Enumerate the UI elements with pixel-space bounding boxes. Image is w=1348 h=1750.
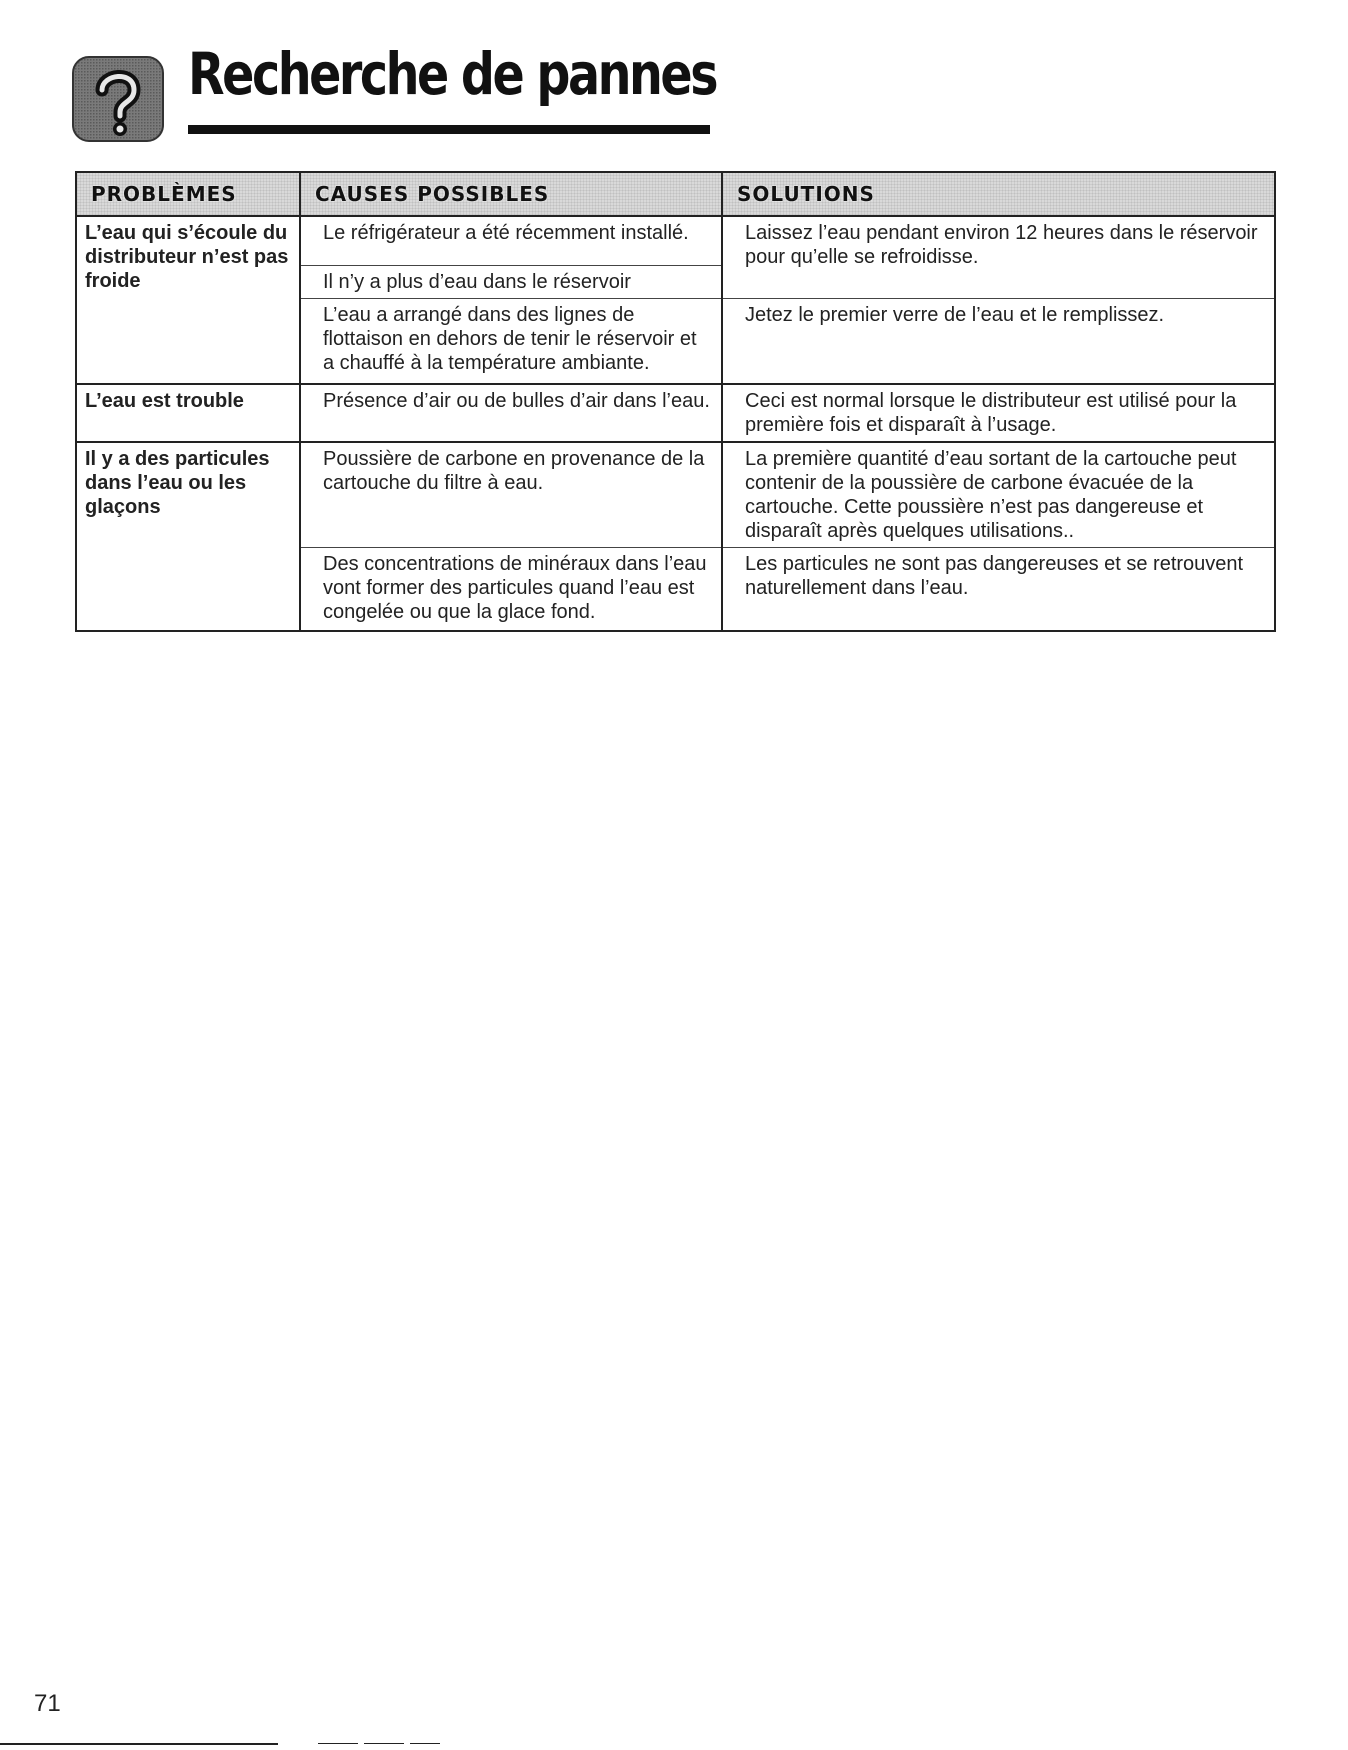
problem-text: L’eau est trouble bbox=[85, 390, 244, 412]
cause-cell: Présence d’air ou de bulles d’air dans l’eau. bbox=[300, 384, 722, 442]
table-row bbox=[76, 442, 1275, 548]
problem-cell bbox=[76, 384, 300, 442]
header-causes: CAUSES POSSIBLES bbox=[300, 172, 722, 216]
cause-cell: Le réfrigérateur a été récemment installé. bbox=[300, 216, 722, 265]
solution-cell: Jetez le premier verre de l’eau et le remplissez. bbox=[722, 298, 1275, 384]
header-solutions: SOLUTIONS bbox=[722, 172, 1275, 216]
title-underline bbox=[188, 125, 710, 134]
table-row bbox=[76, 216, 1275, 265]
troubleshooting-table bbox=[75, 171, 1276, 632]
solution-cell: La première quantité d’eau sortant de la cartouche peut contenir de la poussière de carbone évacuée de la cartouche. Cette poussière n’est pas dangereuse et disparaît après quelques utilisations.. bbox=[722, 442, 1275, 548]
footer-rule bbox=[0, 1743, 278, 1745]
problem-cell bbox=[76, 442, 300, 631]
table-header-row bbox=[76, 172, 1275, 216]
problem-cell bbox=[76, 216, 300, 384]
page-header bbox=[72, 40, 717, 144]
footer-rule bbox=[410, 1743, 440, 1744]
solution-cell: Ceci est normal lorsque le distributeur est utilisé pour la première fois et disparaît à l’usage. bbox=[722, 384, 1275, 442]
cause-cell: Des concentrations de minéraux dans l’eau vont former des particules quand l’eau est congelée ou que la glace fond. bbox=[300, 548, 722, 631]
problem-text: Il y a des particules dans l’eau ou les glaçons bbox=[85, 448, 270, 518]
solution-cell: Les particules ne sont pas dangereuses et se retrouvent naturellement dans l’eau. bbox=[722, 548, 1275, 631]
footer-rule bbox=[318, 1743, 358, 1744]
footer-rule bbox=[364, 1743, 404, 1744]
question-mark-icon bbox=[72, 56, 164, 142]
cause-cell: L’eau a arrangé dans des lignes de flottaison en dehors de tenir le réservoir et a chauffé à la température ambiante. bbox=[300, 298, 722, 384]
header-problems: PROBLÈMES bbox=[76, 172, 300, 216]
cause-cell: Il n’y a plus d’eau dans le réservoir bbox=[300, 265, 722, 298]
solution-cell: Laissez l’eau pendant environ 12 heures dans le réservoir pour qu’elle se refroidisse. bbox=[722, 216, 1275, 298]
table-row bbox=[76, 384, 1275, 442]
page-number: 71 bbox=[34, 1690, 61, 1717]
page-title: Recherche de pannes bbox=[188, 40, 717, 108]
problem-text: L’eau qui s’écoule du distributeur n’est pas froide bbox=[85, 222, 289, 292]
cause-cell: Poussière de carbone en provenance de la cartouche du filtre à eau. bbox=[300, 442, 722, 548]
